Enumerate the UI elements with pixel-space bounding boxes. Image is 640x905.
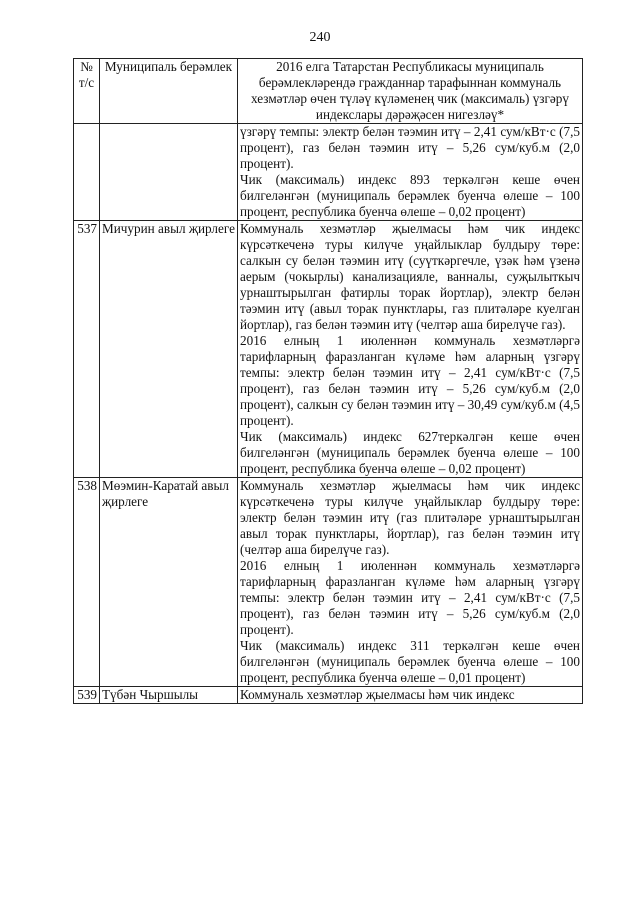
description-paragraph: Чик (максималь) индекс 893 теркәлгән кеше өчен билгеләнгән (муниципаль берәмлек буенча өлеше – 100 процент, республика буенча өлеше – 0,02 процент) [240, 172, 580, 219]
header-municipality: Муниципаль берәмлек [100, 59, 238, 124]
row-description [238, 124, 583, 221]
description-paragraph: 2016 елның 1 июленнән коммуналь хезмәтләргә тарифларның фаразланган күләме һәм аларның үзгәрү темпы: электр белән тәэмин итү – 2,41 сум/кВт·с (7,5 процент), газ белән тәэмин итү – 5,26 сум/куб.м (2,0 процент). [240, 558, 580, 637]
row-number: 539 [74, 687, 100, 704]
row-description [238, 478, 583, 687]
row-description [238, 221, 583, 478]
row-municipality [100, 124, 238, 221]
description-paragraph: Коммуналь хезмәтләр җыелмасы һәм чик индекс күрсәткеченә туры килүче уңайлыклар булдыру төре: салкын су белән тәэмин итү (суүткәргечле, үзәк һәм үзенә аерым (чокырлы) канализацияле, ванналы, суҗылыткыч урнаштырылган фатирлы торак йортлар), электр белән тәэмин итү (авыл торак пунктлары, газ плитәләре куелган йортлар), газ белән тәэмин итү (челтәр аша бирелүче газ). [240, 221, 580, 332]
table-row [74, 478, 583, 687]
row-description [238, 687, 583, 704]
description-paragraph: Чик (максималь) индекс 627теркәлгән кеше өчен билгеләнгән (муниципаль берәмлек буенча өлеше – 100 процент, республика буенча өлеше – 0,02 процент) [240, 429, 580, 476]
page-number: 240 [309, 30, 331, 45]
row-municipality: Мичурин авыл җирлеге [100, 221, 238, 478]
row-number: 537 [74, 221, 100, 478]
row-municipality: Мөэмин-Каратай авыл җирлеге [100, 478, 238, 687]
row-number: 538 [74, 478, 100, 687]
description-paragraph: үзгәрү темпы: электр белән тәэмин итү – 2,41 сум/кВт·с (7,5 процент), газ белән тәэмин итү – 5,26 сум/куб.м (2,0 процент). [240, 124, 580, 171]
description-paragraph: 2016 елның 1 июленнән коммуналь хезмәтләргә тарифларның фаразланган күләме һәм аларның үзгәрү темпы: электр белән тәэмин итү – 2,41 сум/кВт·с (7,5 процент), газ белән тәэмин итү – 5,26 сум/куб.м (2,0 процент), салкын су белән тәэмин итү – 30,49 сум/куб.м (4,5 процент). [240, 333, 580, 428]
description-paragraph: Коммуналь хезмәтләр җыелмасы һәм чик индекс күрсәткеченә туры килүче уңайлыклар булдыру төре: электр белән тәэмин итү (газ плитәләре урнаштырылган авыл торак пунктлары, йортлар), газ белән тәэмин итү (челтәр аша бирелүче газ). [240, 478, 580, 557]
table-row [74, 687, 583, 704]
header-num: № т/с [74, 59, 100, 124]
tariff-table [73, 58, 583, 704]
description-paragraph: Чик (максималь) индекс 311 теркәлгән кеше өчен билгеләнгән (муниципаль берәмлек буенча өлеше – 100 процент, республика буенча өлеше – 0,01 процент) [240, 638, 580, 685]
table-row [74, 124, 583, 221]
header-description: 2016 елга Татарстан Республикасы муниципаль берәмлекләрендә гражданнар тарафыннан коммуналь хезмәтләр өчен түләү күләменең чик (максималь) үзгәрү индекслары дәрәҗәсен нигезләү* [238, 59, 583, 124]
table-header-row [74, 59, 583, 124]
table-row [74, 221, 583, 478]
row-municipality: Түбән Чыршылы [100, 687, 238, 704]
description-paragraph: Коммуналь хезмәтләр җыелмасы һәм чик индекс [240, 687, 515, 702]
row-number [74, 124, 100, 221]
